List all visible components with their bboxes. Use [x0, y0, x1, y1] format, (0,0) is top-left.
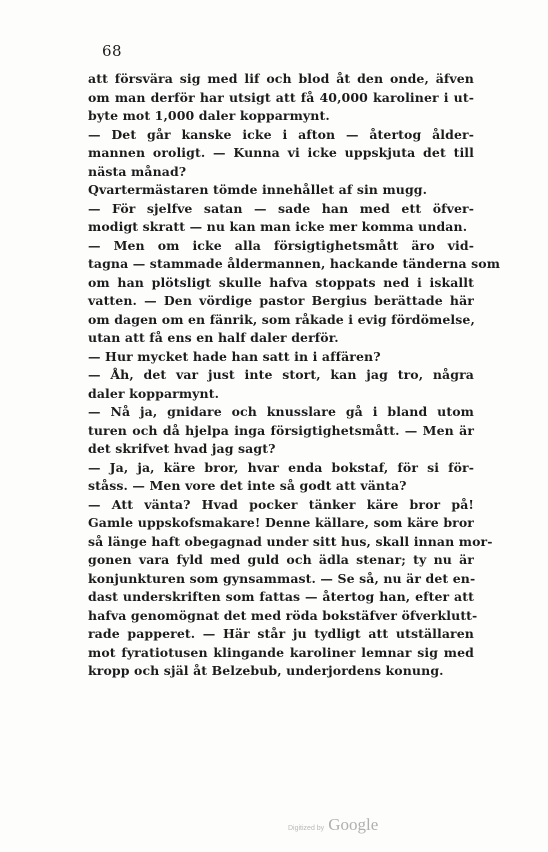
text-line: daler kopparmynt. [88, 385, 220, 401]
text-line: turen och då hjelpa inga försigtighetsmått. — Men är [88, 422, 474, 438]
text-line: rade papperet. — Här står ju tydligt att utställaren [88, 626, 474, 641]
text-line: Qvartermästaren tömde innehållet af sin mugg. [88, 182, 428, 197]
watermark-prefix: Digitized by [288, 825, 325, 832]
text-line: det skrifvet hvad jag sagt? [88, 441, 276, 456]
text-line: om han plötsligt skulle hafva stoppats ned i iskallt [88, 274, 474, 290]
text-line: vatten. — Den vördige pastor Bergius berättade här [88, 293, 474, 308]
text-line: — Att vänta? Hvad pocker tänker käre bror på! [88, 496, 474, 512]
watermark-brand: Google [328, 815, 379, 834]
text-line: — Nå ja, gnidare och knusslare gå i bland utom [88, 404, 474, 419]
text-line: att försvära sig med lif och blod åt den onde, äfven [88, 71, 474, 86]
text-line: ståss. — Men vore det inte så godt att vänta? [88, 478, 407, 493]
text-line: — Men om icke alla försigtighetsmått äro vid- [88, 237, 474, 253]
text-line: — Hur mycket hade han satt in i affären? [88, 348, 381, 364]
text-line: utan att få ens en half daler derför. [88, 330, 339, 345]
body-text [88, 70, 501, 681]
digitized-watermark [288, 815, 378, 835]
text-line: Gamle uppskofsmakare! Denne källare, som käre bror [88, 515, 474, 530]
text-line: — Det går kanske icke i afton — återtog ålder- [88, 126, 474, 142]
text-line: så länge haft obegagnad under sitt hus, skall innan mor- [88, 533, 493, 549]
text-line: — Åh, det var just inte stort, kan jag tro, några [88, 367, 474, 382]
text-line: konjunkturen som gynsammast. — Se så, nu är det en- [88, 570, 476, 586]
page-number: 68 [102, 42, 123, 60]
text-line: nästa månad? [88, 163, 187, 179]
text-line: om man derför har utsigt att få 40,000 karoliner i ut- [88, 89, 474, 105]
text-line: byte mot 1,000 daler kopparmynt. [88, 108, 330, 123]
text-line: mannen oroligt. — Kunna vi icke uppskjuta det till [88, 145, 474, 160]
text-line: om dagen om en fänrik, som råkade i evig fördömelse, [88, 311, 475, 327]
text-line: hafva genomögnat det med röda bokstäfver öfverklutt- [88, 607, 478, 623]
text-line: — Ja, ja, käre bror, hvar enda bokstaf, för si för- [88, 459, 474, 475]
text-line: — För sjelfve satan — sade han med ett öfver- [88, 200, 474, 216]
text-line: tagna — stammade åldermannen, hackande tänderna som [88, 256, 501, 271]
text-line: mot fyratiotusen klingande karoliner lemnar sig med [88, 644, 474, 660]
text-line: gonen vara fyld med guld och ädla stenar; ty nu är [88, 552, 474, 567]
text-line: dast underskriften som fattas — återtog han, efter att [88, 589, 474, 604]
text-line: kropp och själ åt Belzebub, underjordens konung. [88, 663, 444, 678]
text-line: modigt skratt — nu kan man icke mer komma undan. [88, 219, 468, 234]
